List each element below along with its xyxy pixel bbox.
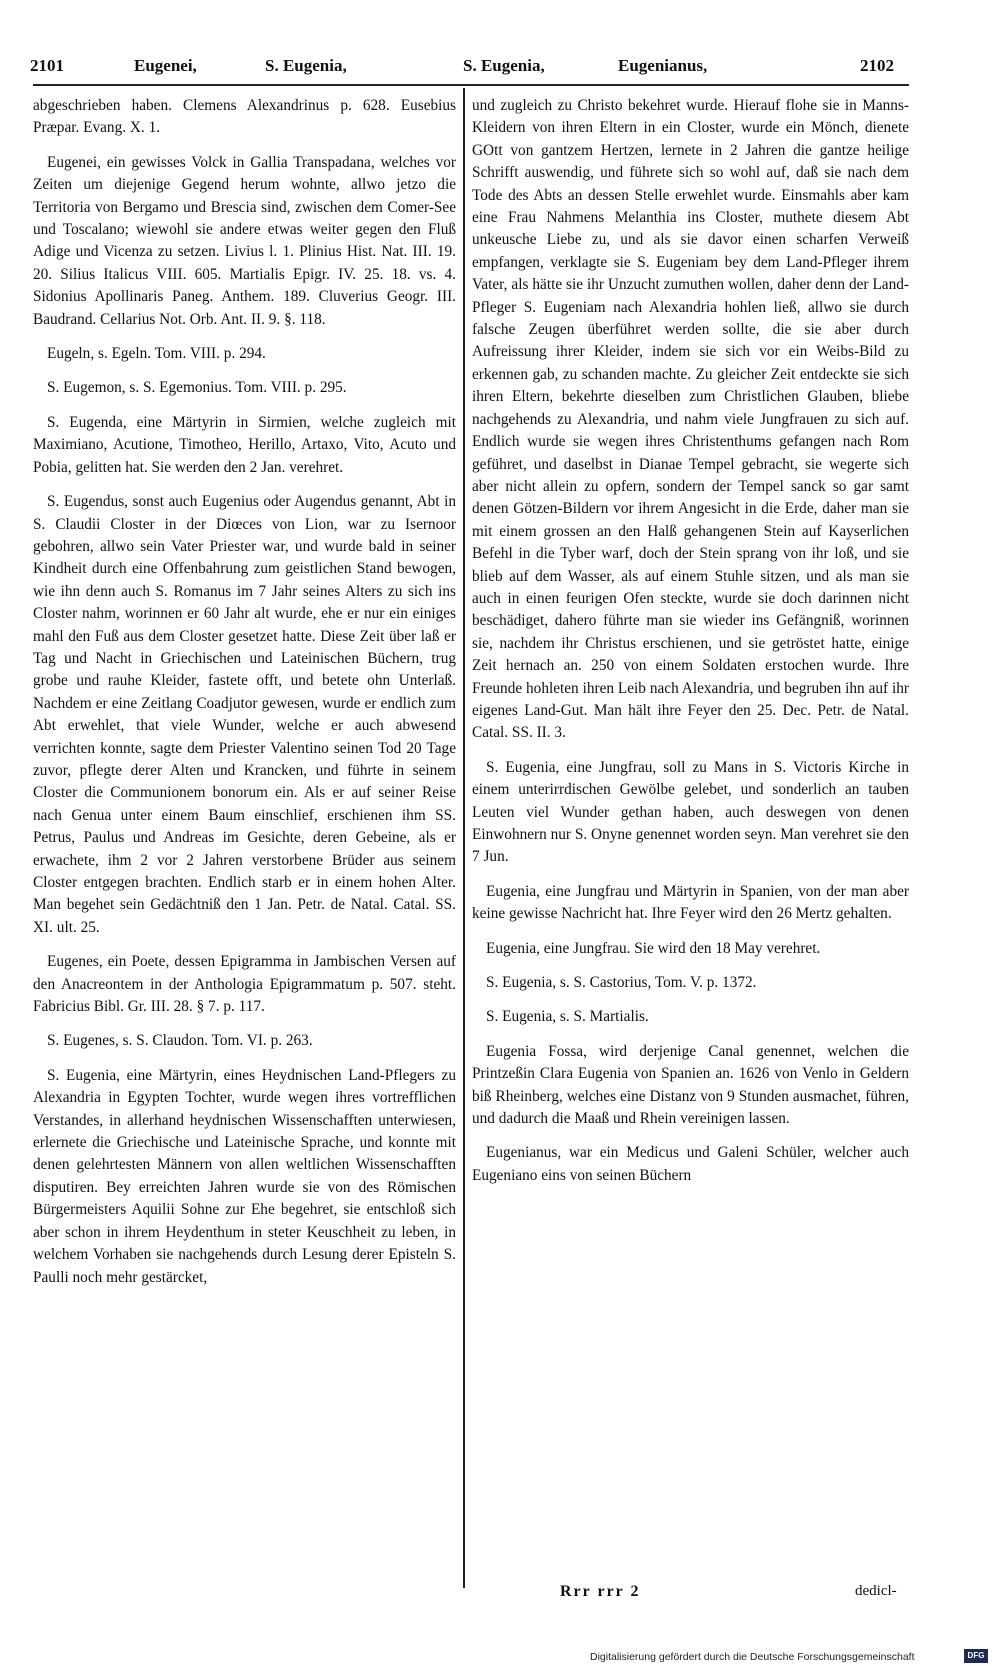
right-column xyxy=(472,95,909,1199)
entry-paragraph: S. Eugenes, s. S. Claudon. Tom. VI. p. 263. xyxy=(47,1032,313,1050)
catchword: dedicl- xyxy=(855,1583,897,1599)
entry-paragraph: S. Eugenia, s. S. Martialis. xyxy=(486,1008,649,1026)
entry-paragraph: Eugenei, ein gewisses Volck in Gallia Transpadana, welches vor Zeiten um diejenige Gegend herum wohnte, allwo jetzo die Territoria von Bergamo und Brescia sind, zwischen dem Comer-See und Toscalano; wiewohl sie andere etwas weiter gegen den Fluß Adige und Vicenza zu setzen. Livius l. 1. Plinius Hist. Nat. III. 19. 20. Silius Italicus VIII. 605. Martialis Epigr. IV. 25. 18. vs. 4. Sidonius Apollinaris Paneg. Anthem. 189. Cluverius Geogr. III. Baudrand. Cellarius Not. Orb. Ant. II. 9. §. 118. xyxy=(33,153,456,328)
header-keyword-3: S. Eugenia, xyxy=(463,56,545,75)
entry-paragraph: Eugenes, ein Poete, dessen Epigramma in Jambischen Versen auf den Anacreontem in der Anthologia Epigrammatum p. 507. steht. Fabricius Bibl. Gr. III. 28. § 7. p. 117. xyxy=(33,953,456,1016)
entry-paragraph: S. Eugendus, sonst auch Eugenius oder Augendus genannt, Abt in S. Claudii Closter in der Diœces von Lion, war zu Isernoor gebohren, allwo sein Vater Priester war, und wurde bald in seiner Kindheit durch eine Offenbahrung zum geistlichen Stand bewogen, wie ihn denn auch S. Romanus im 7 Jahr seines Alters zu sich ins Closter nahm, worinnen er 60 Jahr alt wurde, ehe er nur ein einiges mahl den Fuß aus dem Closter gesetzet hatte. Diese Zeit über laß er Tag und Nacht in Griechischen und Lateinischen Büchern, trug grobe und rauhe Kleider, fastete offt, und betete ohn Unterlaß. Nachdem er eine Zeitlang Coadjutor gewesen, wurde er endlich zum Abt erwehlet, that viele Wunder, welche er auch abwesend verrichten konnte, sagte dem Priester Valentino seinen Tod 20 Tage zuvor, pflegte derer Alten und Krancken, und führte in seinem Closter die Communionem bonorum ein. Als er auf seiner Reise nach Genua unter einem Baum einschlief, erschienen ihm SS. Petrus, Paulus und Andreas im Gesichte, deren Gebeine, als er erwachete, ihm 2 vor 2 Jahren verstorbene Brüder aus seinem Closter entgegen brachten. Endlich starb er in einem hohen Alter. Man begehet sein Gedächtniß den 1 Jan. Petr. de Natal. Catal. SS. XI. ult. 25. xyxy=(33,493,456,936)
header-keyword-1: Eugenei, xyxy=(134,56,197,75)
running-header xyxy=(30,56,910,78)
entry-paragraph: S. Eugemon, s. S. Egemonius. Tom. VIII. p. 295. xyxy=(47,379,347,397)
entry-paragraph: S. Eugenia, eine Märtyrin, eines Heydnischen Land-Pflegers zu Alexandria in Egypten Tochter, wurde wegen ihres vortrefflichen Verstandes, in allerhand heydnischen Wissenschafften unterwiesen, erlernete die Griechische und Lateinische Sprache, und konnte mit denen gelehrtesten Männern von allen weltlichen Wissenschafften disputiren. Bey erreichten Jahren wurde sie von des Römischen Bürgermeisters Aquilii Sohne zur Ehe begehret, sie entschloß sich aber schon in ihrem Heydenthum in steter Keuschheit zu leben, in welchem Vorhaben sie nachgehends durch Lesung derer Episteln S. Paulli noch mehr gestärcket, xyxy=(33,1066,456,1286)
entry-paragraph: Eugenia, eine Jungfrau und Märtyrin in Spanien, von der man aber keine gewisse Nachricht hat. Ihre Feyer wird den 26 Mertz gehalten. xyxy=(472,882,909,923)
entry-paragraph: S. Eugenia, eine Jungfrau, soll zu Mans in S. Victoris Kirche in einem unterirrdischen Gewölbe gelebet, und sonderlich an tauben Leuten viel Wunder gethan haben, auch deswegen von denen Einwohnern nur S. Onyne genennet worden seyn. Man verehret sie den 7 Jun. xyxy=(472,758,909,866)
header-keyword-2: S. Eugenia, xyxy=(265,56,347,75)
entry-paragraph: Eugenia, eine Jungfrau. Sie wird den 18 May verehret. xyxy=(486,939,821,957)
signature-mark: Rrr rrr 2 xyxy=(560,1583,641,1600)
header-keyword-4: Eugenianus, xyxy=(618,56,708,75)
page-number-left: 2101 xyxy=(30,56,64,75)
entry-paragraph: Eugenianus, war ein Medicus und Galeni Schüler, welcher auch Eugeniano eins von seinen Büchern xyxy=(472,1144,909,1184)
entry-paragraph: Eugeln, s. Egeln. Tom. VIII. p. 294. xyxy=(47,345,266,363)
column-divider xyxy=(463,88,465,1588)
entry-paragraph: S. Eugenia, s. S. Castorius, Tom. V. p. 1372. xyxy=(486,974,757,992)
entry-paragraph: Eugenia Fossa, wird derjenige Canal genennet, welchen die Printzeßin Clara Eugenia von Spanien an. 1626 von Venlo in Geldern biß Rheinberg, welches eine Distanz von 9 Stunden ausmachet, führen, und dadurch die Maaß und Rhein vereinigen lassen. xyxy=(472,1042,909,1128)
page-number-right: 2102 xyxy=(860,56,894,75)
entry-paragraph: und zugleich zu Christo bekehret wurde. Hierauf flohe sie in Manns-Kleidern von ihren Eltern in ein Closter, wurde ein Mönch, dienete GOtt von gantzem Hertzen, lernete in 2 Jahren die gantze heilige Schrifft auswendig, und führete sich so wohl auf, daß sie nach dem Tode des Abts an dessen Stelle erwehlet wurde. Einsmahls aber kam eine Frau Nahmens Melanthia ins Closter, muthete diesem Abt unkeusche Liebe zu, und als sie davor einen scharfen Verweiß empfangen, verklagte sie S. Eugeniam bey dem Land-Pfleger ihrem Vater, als hätte sie ihr Unzucht zumuthen wollen, daher denn der Land-Pfleger S. Eugeniam nach Alexandria hohlen ließ, allwo sie durch falsche Zeugen überführet werden sollte, die sie aber durch Aufreissung ihrer Kleider, indem sie sich vor ein Weibs-Bild zu erkennen gab, zu schanden machte. Zu gleicher Zeit entdeckte sie sich ihren Eltern, bekehrte dieselben zum Christlichen Glauben, bliebe nachgehends zu Alexandria, und nahm viele Jungfrauen zu sich auf. Endlich wurde sie wegen ihres Christenthums gefangen nach Rom geführet, und daselbst in Dianae Tempel gebracht, sie wegerte sich aber nicht allein zu opfern, sondern der Tempel sanck so gar samt denen Götzen-Bildern vor ihrem Angesicht in die Erde, daher man sie mit einem grossen an den Halß gehangenen Stein auf Kayserlichen Befehl in die Tyber warf, doch der Stein sprang von ihr loß, und sie blieb auf dem Wasser, als auf einem Stuhle sitzen, und als man sie auch in einen feurigen Ofen steckte, wurde sie doch darinnen nicht beschädiget, dahero führte man sie wieder ins Gefängniß, worinnen sie, nachdem ihr Christus erschienen, und sie getröstet hatte, einige Zeit hernach an. 250 von einem Soldaten erstochen wurde. Ihre Freunde hohleten ihren Leib nach Alexandria, und begruben ihn auf ihr eigenes Land-Gut. Man hält ihre Feyer den 25. Dec. Petr. de Natal. Catal. SS. II. 3. xyxy=(472,97,909,742)
header-rule xyxy=(33,84,909,86)
dfg-logo: DFG xyxy=(964,1649,988,1663)
entry-paragraph: S. Eugenda, eine Märtyrin in Sirmien, welche zugleich mit Maximiano, Acutione, Timotheo, Herillo, Artaxo, Vito, Acuto und Pobia, gelitten hat. Sie werden den 2 Jan. verehret. xyxy=(33,413,456,476)
left-column xyxy=(33,95,456,1301)
entry-paragraph: abgeschrieben haben. Clemens Alexandrinus p. 628. Eusebius Præpar. Evang. X. 1. xyxy=(33,97,456,137)
digitization-credit: Digitalisierung gefördert durch die Deutsche Forschungsgemeinschaft xyxy=(590,1651,915,1663)
